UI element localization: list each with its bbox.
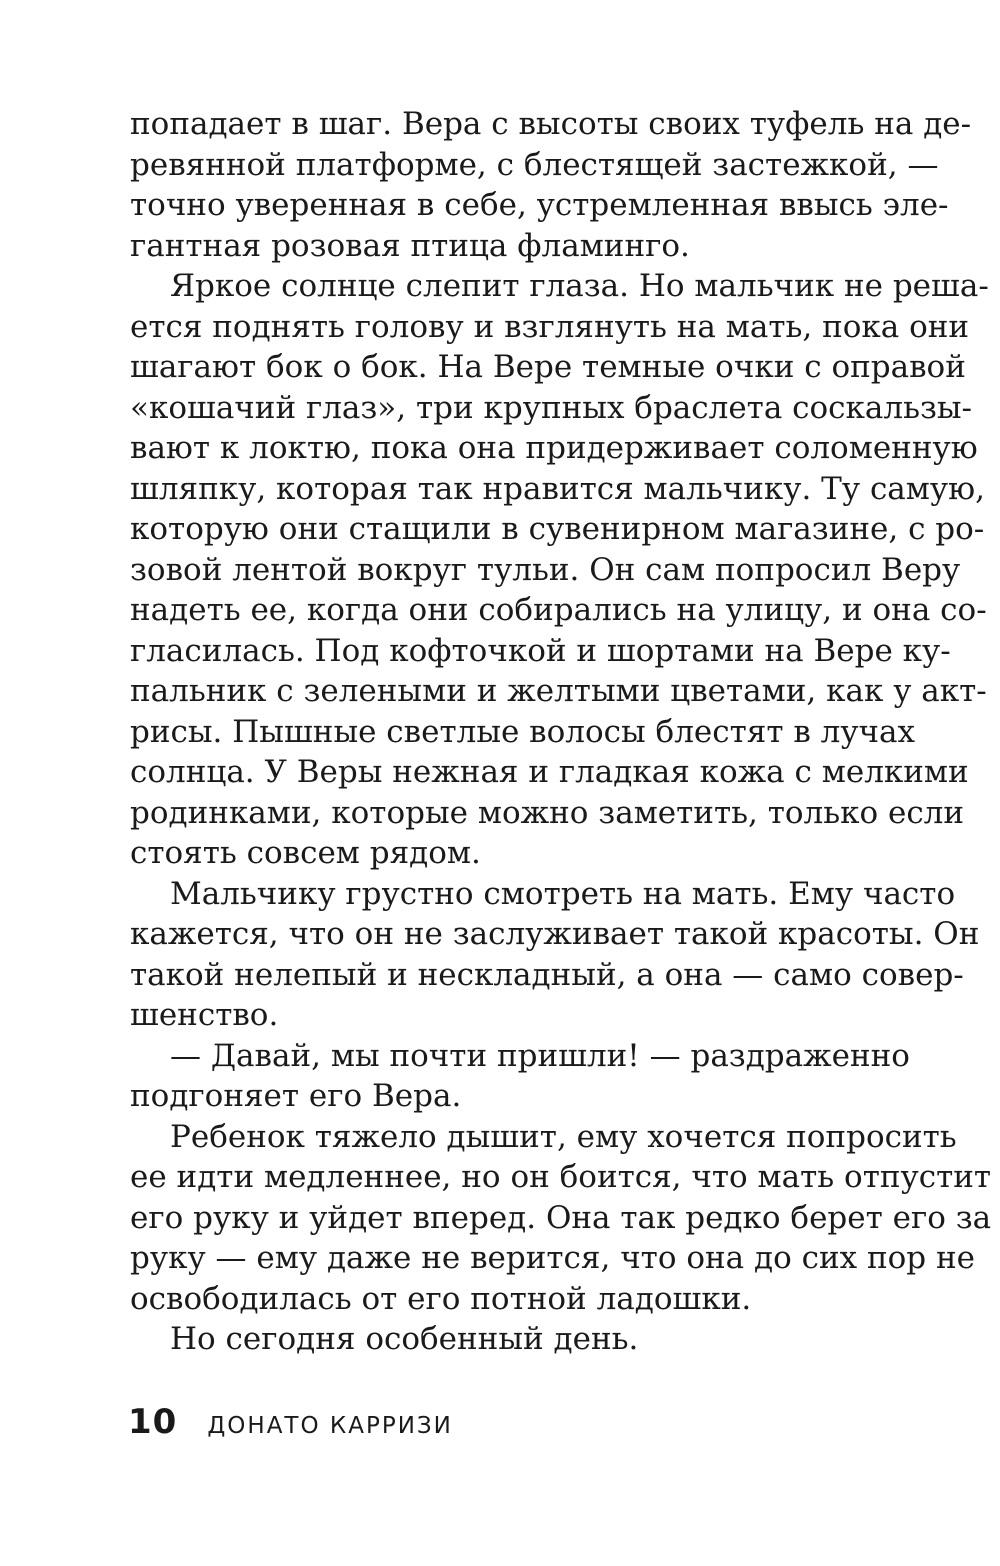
paragraph: [130, 104, 972, 266]
text-line: солнца. У Веры нежная и гладкая кожа с мелкими: [130, 754, 969, 790]
text-line: ется поднять голову и взглянуть на мать, пока они: [130, 308, 970, 345]
text-line: освободилась от его потной ладошки.: [130, 1280, 752, 1317]
text-line: ревянной платформе, с блестящей застежкой, —: [130, 146, 939, 183]
text-line: попадает в шаг. Вера с высоты своих туфель на де-: [130, 106, 972, 142]
text-line: рисы. Пышные светлые волосы блестят в лучах: [130, 713, 916, 750]
paragraph: [130, 266, 989, 874]
text-line: гантная розовая птица фламинго.: [130, 227, 690, 264]
text-line: Мальчику грустно смотреть на мать. Ему часто: [170, 875, 956, 912]
text-line: его руку и уйдет вперед. Она так редко берет его за: [130, 1199, 992, 1236]
text-line: зовой лентой вокруг тульи. Он сам попросил Веру: [130, 551, 961, 588]
paragraph: [130, 1117, 992, 1320]
text-line: шляпку, которая так нравится мальчику. Ту самую,: [130, 470, 985, 507]
text-line: стоять совсем рядом.: [130, 835, 481, 871]
text-line: такой нелепый и нескладный, а она — само совер-: [130, 956, 964, 993]
page-footer: [128, 1402, 453, 1442]
paragraph: [130, 1319, 882, 1360]
text-line: подгоняет его Вера.: [130, 1078, 462, 1114]
running-head-author: ДОНАТО КАРРИЗИ: [207, 1413, 453, 1439]
paragraph: [130, 874, 980, 1036]
text-line: Но сегодня особенный день.: [170, 1321, 639, 1357]
text-line: — Давай, мы почти пришли! — раздраженно: [170, 1037, 910, 1074]
text-line: которую они стащили в сувенирном магазине, с ро-: [130, 511, 985, 547]
text-line: вают к локтю, пока она придерживает соломенную: [130, 430, 978, 466]
text-line: Ребенок тяжело дышит, ему хочется попросить: [170, 1118, 957, 1155]
text-line: руку — ему даже не верится, что она до сих пор не: [130, 1240, 976, 1276]
text-line: шагают бок о бок. На Вере темные очки с оправой: [130, 349, 966, 385]
text-line: надеть ее, когда они собирались на улицу, и она со-: [130, 592, 987, 628]
text-line: точно уверенная в себе, устремленная ввысь эле-: [130, 187, 949, 223]
text-line: Яркое солнце слепит глаза. Но мальчик не реша-: [170, 268, 989, 304]
text-line: гласилась. Под кофточкой и шортами на Вере ку-: [130, 632, 951, 669]
body-text: [130, 104, 992, 1360]
page-number: 10: [128, 1402, 178, 1442]
text-line: пальник с зелеными и желтыми цветами, как у акт-: [130, 673, 987, 709]
text-line: кажется, что он не заслуживает такой красоты. Он: [130, 916, 980, 952]
paragraph: [130, 1036, 910, 1117]
text-line: родинками, которые можно заметить, только если: [130, 794, 965, 831]
text-line: «кошачий глаз», три крупных браслета соскальзы-: [130, 389, 973, 426]
text-line: шенство.: [130, 997, 279, 1033]
text-line: ее идти медленнее, но он боится, что мать отпустит: [130, 1159, 992, 1195]
